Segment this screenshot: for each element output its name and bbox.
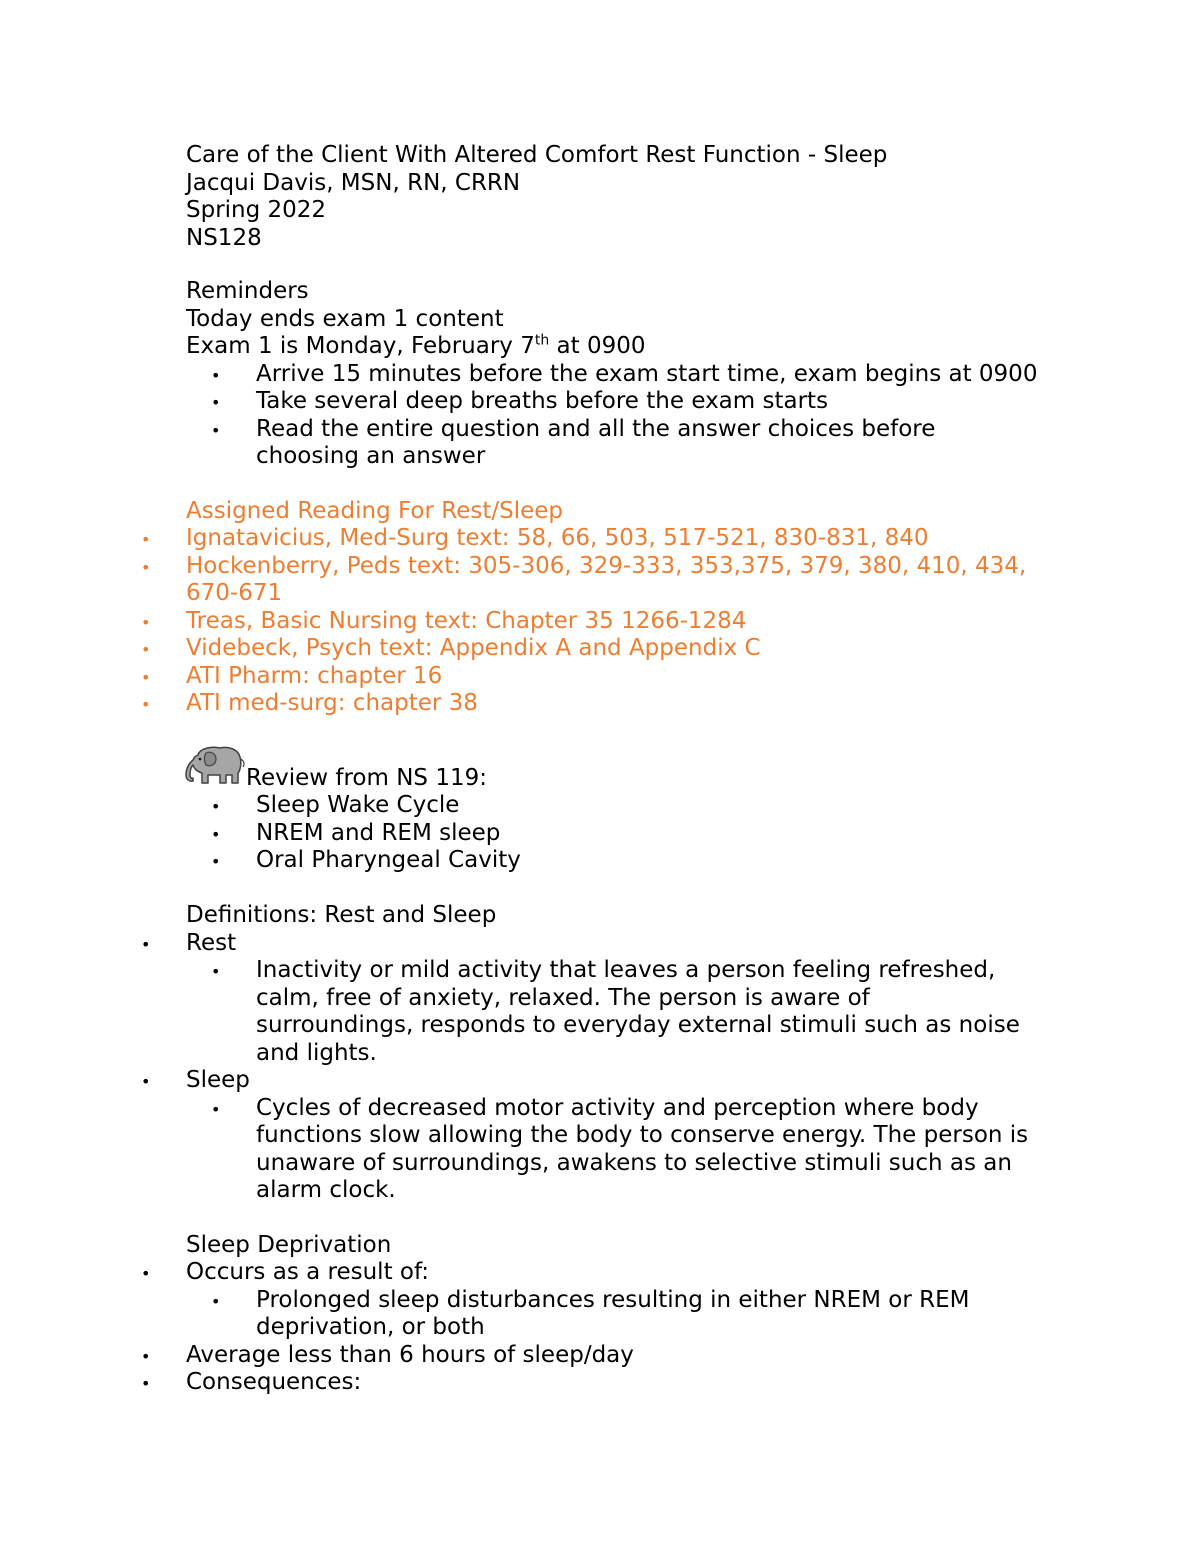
reading-heading: Assigned Reading For Rest/Sleep: [186, 498, 563, 524]
sleep-definition-line: Cycles of decreased motor activity and perception where body: [256, 1095, 979, 1121]
reminder-bullet: Read the entire question and all the answer choices before: [256, 416, 936, 442]
bullet-icon: •: [211, 797, 221, 816]
reading-item: Ignatavicius, Med-Surg text: 58, 66, 503, 517-521, 830-831, 840: [186, 525, 929, 551]
rest-definition-line: calm, free of anxiety, relaxed. The person is aware of: [256, 985, 870, 1011]
reminder-line: Today ends exam 1 content: [186, 306, 504, 332]
rest-label: Rest: [186, 930, 237, 956]
elephant-icon: [184, 745, 248, 787]
sleep-definition-line: alarm clock.: [256, 1177, 396, 1203]
reading-item: Hockenberry, Peds text: 305-306, 329-333, 353,375, 379, 380, 410, 434,: [186, 553, 1027, 579]
rest-definition-line: Inactivity or mild activity that leaves a person feeling refreshed,: [256, 957, 996, 983]
review-item: Sleep Wake Cycle: [256, 792, 460, 818]
bullet-icon: •: [211, 421, 221, 440]
bullet-icon: •: [211, 366, 221, 385]
course-line: NS128: [186, 225, 262, 251]
bullet-icon: •: [211, 962, 221, 981]
reminder-bullet: Arrive 15 minutes before the exam start time, exam begins at 0900: [256, 361, 1038, 387]
reading-item: Videbeck, Psych text: Appendix A and Appendix C: [186, 635, 761, 661]
review-item: Oral Pharyngeal Cavity: [256, 847, 521, 873]
bullet-icon: •: [141, 695, 151, 714]
bullet-icon: •: [141, 668, 151, 687]
bullet-icon: •: [211, 393, 221, 412]
exam-date-text: Exam 1 is Monday, February 7: [186, 333, 535, 359]
deprivation-heading: Sleep Deprivation: [186, 1232, 392, 1258]
review-item: NREM and REM sleep: [256, 820, 501, 846]
reminders-heading: Reminders: [186, 278, 309, 304]
review-heading: Review from NS 119:: [246, 765, 487, 791]
bullet-icon: •: [211, 825, 221, 844]
sleep-definition-line: functions slow allowing the body to conserve energy. The person is: [256, 1122, 1029, 1148]
bullet-icon: •: [141, 935, 151, 954]
exam-date-superscript: th: [534, 332, 550, 349]
reading-item: ATI Pharm: chapter 16: [186, 663, 443, 689]
average-line: Average less than 6 hours of sleep/day: [186, 1342, 634, 1368]
bullet-icon: •: [141, 1072, 151, 1091]
exam-date-line: [186, 333, 646, 360]
bullet-icon: •: [141, 613, 151, 632]
bullet-icon: •: [141, 640, 151, 659]
bullet-icon: •: [141, 530, 151, 549]
reading-item: Treas, Basic Nursing text: Chapter 35 1266-1284: [186, 608, 747, 634]
author-line: Jacqui Davis, MSN, RN, CRRN: [186, 170, 521, 196]
reminder-bullet: Take several deep breaths before the exam starts: [256, 388, 829, 414]
bullet-icon: •: [141, 1347, 151, 1366]
reading-item-continued: 670-671: [186, 580, 283, 606]
bullet-icon: •: [141, 1374, 151, 1393]
bullet-icon: •: [141, 558, 151, 577]
reminder-bullet-continued: choosing an answer: [256, 443, 486, 469]
rest-definition-line: surroundings, responds to everyday external stimuli such as noise: [256, 1012, 1020, 1038]
rest-definition-line: and lights.: [256, 1040, 377, 1066]
sleep-definition-line: unaware of surroundings, awakens to selective stimuli such as an: [256, 1150, 1012, 1176]
reading-item: ATI med-surg: chapter 38: [186, 690, 478, 716]
occurs-line: deprivation, or both: [256, 1314, 485, 1340]
consequences-label: Consequences:: [186, 1369, 362, 1395]
occurs-label: Occurs as a result of:: [186, 1259, 429, 1285]
bullet-icon: •: [141, 1264, 151, 1283]
exam-time-text: at 0900: [549, 333, 646, 359]
definitions-heading: Definitions: Rest and Sleep: [186, 902, 497, 928]
sleep-label: Sleep: [186, 1067, 250, 1093]
bullet-icon: •: [211, 1100, 221, 1119]
bullet-icon: •: [211, 1292, 221, 1311]
term-line: Spring 2022: [186, 197, 327, 223]
bullet-icon: •: [211, 852, 221, 871]
document-title: Care of the Client With Altered Comfort Rest Function - Sleep: [186, 142, 888, 168]
occurs-line: Prolonged sleep disturbances resulting in either NREM or REM: [256, 1287, 970, 1313]
